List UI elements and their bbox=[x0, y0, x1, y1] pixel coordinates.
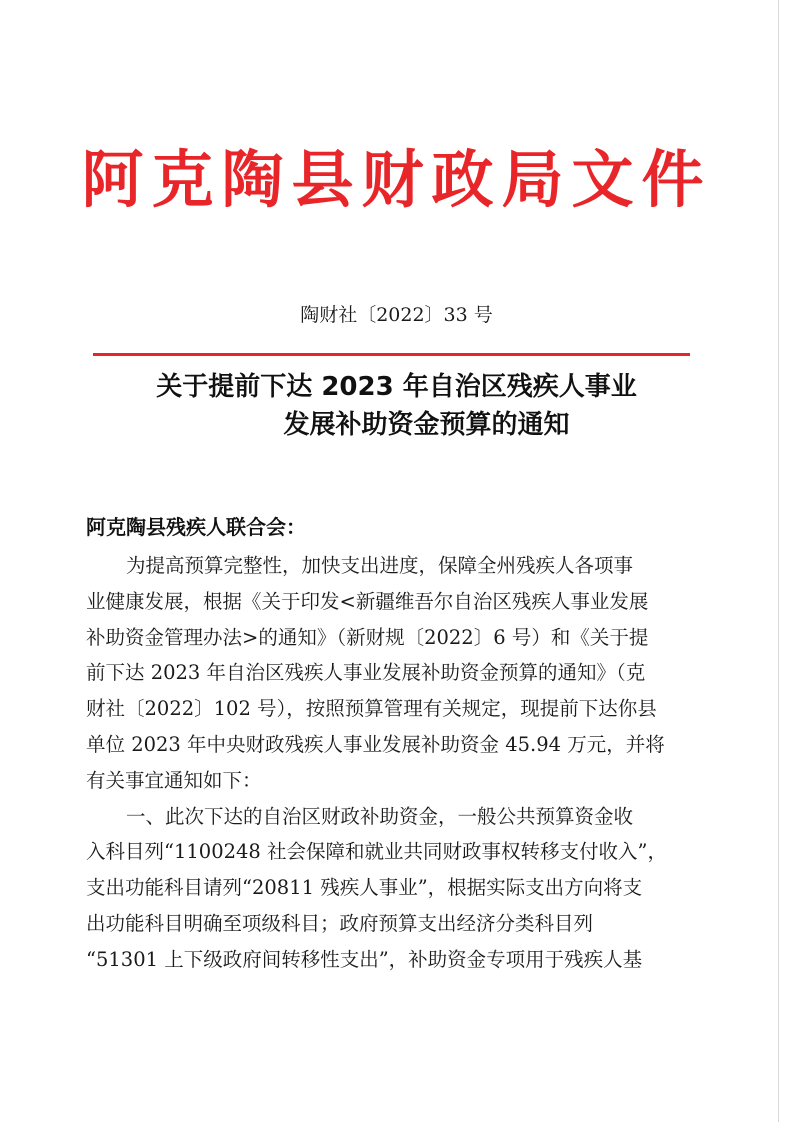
body-line: 前下达 2023 年自治区残疾人事业发展补助资金预算的通知》（克 bbox=[86, 661, 646, 685]
issuing-authority-title: 阿克陶县财政局文件 bbox=[81, 143, 712, 216]
body-line: 为提高预算完整性，加快支出进度，保障全州残疾人各项事 bbox=[126, 554, 634, 577]
body-line: 单位 2023 年中央财政残疾人事业发展补助资金 45.94 万元，并将 bbox=[86, 732, 665, 756]
body-line: 一、此次下达的自治区财政补助资金，一般公共预算资金收 bbox=[126, 804, 634, 828]
subject-line-2: 发展补助资金预算的通知 bbox=[283, 410, 570, 440]
body-line: 补助资金管理办法>的通知》（新财规〔2022〕6 号）和《关于提 bbox=[86, 625, 649, 649]
addressee: 阿克陶县残疾人联合会： bbox=[86, 515, 306, 539]
body-line: 业健康发展，根据《关于印发<新疆维吾尔自治区残疾人事业发展 bbox=[86, 589, 649, 613]
body-line: “51301 上下级政府间转移性支出”，补助资金专项用于残疾人基 bbox=[86, 947, 643, 971]
body-text bbox=[86, 548, 700, 978]
subject-line-1: 关于提前下达 2023 年自治区残疾人事业 bbox=[156, 372, 637, 402]
body-line: 有关事宜通知如下： bbox=[86, 768, 262, 792]
body-line: 支出功能科目请列“20811 残疾人事业”，根据实际支出方向将支 bbox=[86, 876, 643, 900]
body-line: 入科目列“1100248 社会保障和就业共同财政事权转移支付收入”， bbox=[86, 840, 667, 864]
body-line: 出功能科目明确至项级科目；政府预算支出经济分类科目列 bbox=[86, 911, 594, 935]
red-divider-line bbox=[93, 353, 690, 356]
document-number: 陶财社〔2022〕33 号 bbox=[300, 304, 493, 326]
body-line: 财社〔2022〕102 号），按照预算管理有关规定，现提前下达你县 bbox=[86, 697, 657, 721]
document-subject bbox=[0, 368, 793, 444]
